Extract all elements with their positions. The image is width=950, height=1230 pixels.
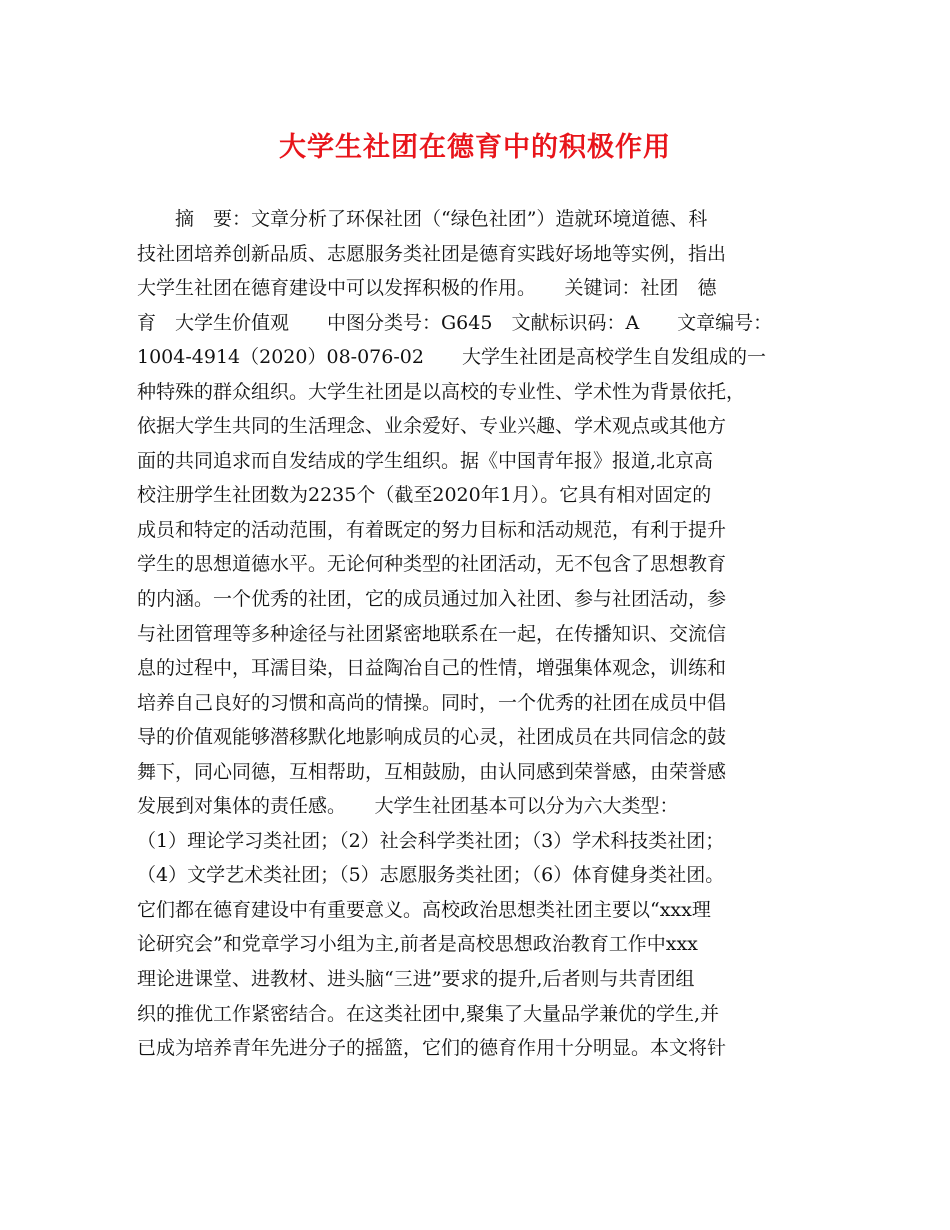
body-line: 培养自己良好的习惯和高尚的情操。同时，一个优秀的社团在成员中倡	[137, 691, 727, 714]
document-body	[137, 202, 827, 1066]
body-line: （1）理论学习类社团；（2）社会科学类社团；（3）学术科技类社团；	[137, 829, 725, 852]
body-line: 它们都在德育建设中有重要意义。高校政治思想类社团主要以“xxx理	[137, 898, 711, 921]
body-line: 大学生社团在德育建设中可以发挥积极的作用。 关键词：社团 德	[137, 277, 717, 300]
body-line: 成员和特定的活动范围，有着既定的努力目标和活动规范，有利于提升	[137, 518, 727, 541]
body-line: 学生的思想道德水平。无论何种类型的社团活动，无不包含了思想教育	[137, 553, 727, 576]
body-line: 发展到对集体的责任感。 大学生社团基本可以分为六大类型：	[137, 795, 679, 818]
body-line: 已成为培养青年先进分子的摇篮，它们的德育作用十分明显。本文将针	[137, 1037, 727, 1060]
body-line: 育 大学生价值观 中图分类号：G645 文献标识码：A 文章编号：	[137, 311, 773, 334]
body-line: 息的过程中，耳濡目染，日益陶冶自己的性情，增强集体观念，训练和	[137, 657, 727, 680]
body-line: 论研究会”和党章学习小组为主,前者是高校思想政治教育工作中xxx	[137, 933, 698, 956]
body-line: 导的价值观能够潜移默化地影响成员的心灵，社团成员在共同信念的鼓	[137, 726, 727, 749]
body-line: 与社团管理等多种途径与社团紧密地联系在一起，在传播知识、交流信	[137, 622, 727, 645]
body-line: 校注册学生社团数为2235个（截至2020年1月）。它具有相对固定的	[137, 484, 712, 507]
body-line: 依据大学生共同的生活理念、业余爱好、专业兴趣、学术观点或其他方	[137, 415, 727, 438]
body-line: 面的共同追求而自发结成的学生组织。据《中国青年报》报道,北京高	[137, 449, 714, 472]
document-title: 大学生社团在德育中的积极作用	[279, 132, 671, 163]
body-line: 理论进课堂、进教材、进头脑“三进”要求的提升,后者则与共青团组	[137, 968, 695, 991]
body-line: 摘 要：文章分析了环保社团（“绿色社团”）造就环境道德、科	[137, 208, 708, 230]
body-line: （4）文学艺术类社团；（5）志愿服务类社团；（6）体育健身类社团。	[137, 864, 725, 887]
body-line: 的内涵。一个优秀的社团，它的成员通过加入社团、参与社团活动，参	[137, 588, 727, 611]
body-line: 技社团培养创新品质、志愿服务类社团是德育实践好场地等实例，指出	[137, 242, 727, 265]
body-line: 种特殊的群众组织。大学生社团是以高校的专业性、学术性为背景依托，	[137, 380, 746, 403]
body-line: 1004-4914（2020）08-076-02 大学生社团是高校学生自发组成的一	[137, 346, 766, 369]
body-line: 织的推优工作紧密结合。在这类社团中,聚集了大量品学兼优的学生,并	[137, 1002, 720, 1025]
body-line: 舞下，同心同德，互相帮助，互相鼓励，由认同感到荣誉感，由荣誉感	[137, 760, 727, 783]
